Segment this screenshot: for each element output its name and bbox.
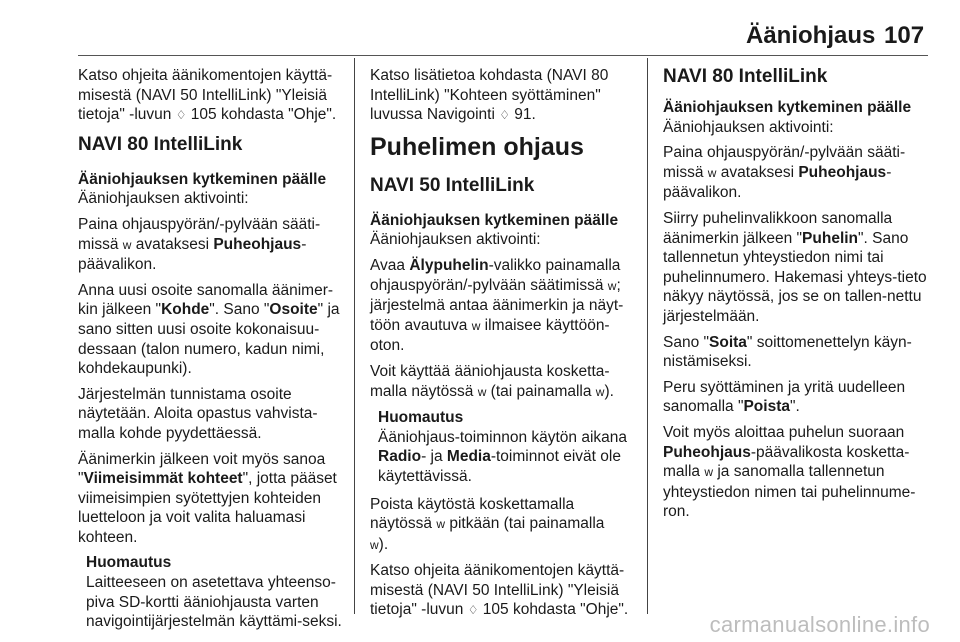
- paragraph-system-address: Järjestelmän tunnistama osoite näytetään. Aloita opastus vahvista-malla kohde pyydettäessä.: [78, 385, 318, 442]
- paragraph-voice-commands-ref: Katso ohjeita äänikomentojen käyttä-misestä (NAVI 50 IntelliLink) "Yleisiä tietoja" -luvun ♢ 105 kohdasta "Ohje".: [370, 561, 640, 621]
- column-divider-2: [647, 58, 648, 614]
- note-text: Ääniohjaus-toiminnon käytön aikana Radio- ja Media-toiminnot eivät ole käytettävissä.: [378, 428, 628, 485]
- paragraph-direct-call: Voit myös aloittaa puhelun suoraan Puheohjaus-päävalikosta kosketta-malla ᴡ ja sanomalla tallennetun yhteystiedon nimen tai puhelinnume-ron.: [663, 423, 916, 521]
- voice-control-icon: ᴡ: [607, 278, 617, 293]
- column-3: [663, 66, 933, 528]
- paragraph-say-destination: Anna uusi osoite sanomalla äänimer-kin jälkeen "Kohde". Sano "Osoite" ja sano sitten uusi osoite kokonaisuu-dessaan (talon numero, kadun nimi, kohdekaupunki).: [78, 281, 340, 378]
- paragraph-activate: Ääniohjauksen aktivointi:: [370, 231, 541, 249]
- page-reference-icon[interactable]: ♢: [499, 108, 510, 123]
- paragraph-use-voice: Voit käyttää ääniohjausta kosketta-malla näytössä ᴡ (tai painamalla ᴡ).: [370, 362, 640, 402]
- header-divider: [78, 55, 928, 56]
- note-box: [86, 553, 346, 631]
- heading-voice-activate: Ääniohjauksen kytkeminen päälle: [370, 211, 619, 229]
- column-2: [370, 66, 640, 627]
- paragraph-press-button: Paina ohjauspyörän/-pylvään sääti-missä ᴡ avataksesi Puheohjaus-päävalikon.: [663, 144, 906, 202]
- paragraph-phone-menu: Siirry puhelinvalikkoon sanomalla äänimerkin jälkeen "Puhelin". Sano tallennetun yhteystiedon nimi tai puhelinnumero. Hakemasi yhteys-tieto näkyy näytössä, jos se on tallen-nettu järjestelmään.: [663, 209, 927, 325]
- paragraph-call: Sano "Soita" soittomenettelyn käyn-nistämiseksi.: [663, 333, 912, 371]
- paragraph-open-smartphone: Avaa Älypuhelin-valikko painamalla ohjauspyörän/-pylvään säätimissä ᴡ; järjestelmä antaa äänimerkin ja näyt-töön avautuva ᴡ ilmaisee käyttöön-oton.: [370, 256, 624, 355]
- heading-phone-control: Puhelimen ohjaus: [370, 132, 584, 161]
- voice-control-icon: ᴡ: [707, 165, 717, 180]
- paragraph-voice-commands-ref: Katso ohjeita äänikomentojen käyttä-misestä (NAVI 50 IntelliLink) "Yleisiä tietoja" -luvun ♢ 105 kohdasta "Ohje".: [78, 66, 346, 126]
- voice-control-icon: ᴡ: [370, 537, 379, 552]
- page-reference-icon[interactable]: ♢: [175, 108, 187, 123]
- paragraph-deactivate: Poista käytöstä koskettamalla näytössä ᴡ pitkään (tai painamalla ᴡ).: [370, 495, 640, 556]
- voice-control-icon: ᴡ: [477, 384, 487, 399]
- paragraph-press-button: Paina ohjauspyörän/-pylvään sääti-missä ᴡ avataksesi Puheohjaus-päävalikon.: [78, 215, 321, 274]
- voice-control-icon: ᴡ: [704, 465, 714, 480]
- heading-voice-activate: Ääniohjauksen kytkeminen päälle: [78, 170, 327, 188]
- voice-control-icon: ᴡ: [122, 237, 132, 252]
- voice-control-icon: ᴡ: [595, 384, 605, 399]
- note-box: [378, 408, 640, 486]
- paragraph-destination-ref: Katso lisätietoa kohdasta (NAVI 80 IntelliLink) "Kohteen syöttäminen" luvussa Navigointi ♢ 91.: [370, 66, 640, 126]
- heading-voice-activate: Ääniohjauksen kytkeminen päälle: [663, 99, 912, 116]
- column-1: [78, 66, 346, 640]
- note-text: Laitteeseen on asetettava yhteenso-piva SD-kortti ääniohjausta varten navigointijärjestelmän käyttämi-seksi.: [86, 574, 342, 631]
- page-header-title: Ääniohjaus: [746, 22, 876, 49]
- page-number: 107: [884, 22, 925, 49]
- paragraph-cancel: Peru syöttäminen ja yritä uudelleen sanomalla "Poista".: [663, 378, 906, 416]
- page-reference-icon[interactable]: ♢: [467, 603, 479, 618]
- heading-navi50: NAVI 50 IntelliLink: [370, 174, 535, 196]
- watermark: carmanualsonline.info: [709, 612, 930, 637]
- note-title: Huomautus: [378, 409, 464, 427]
- voice-control-icon: ᴡ: [436, 517, 446, 532]
- note-title: Huomautus: [86, 554, 172, 572]
- paragraph-activate: Ääniohjauksen aktivointi:: [78, 190, 249, 208]
- heading-navi80: NAVI 80 IntelliLink: [663, 66, 828, 87]
- column-divider-1: [354, 58, 355, 614]
- paragraph-activate: Ääniohjauksen aktivointi:: [663, 118, 834, 136]
- heading-navi80: NAVI 80 IntelliLink: [78, 133, 243, 155]
- voice-control-icon: ᴡ: [471, 318, 481, 333]
- paragraph-recent-destinations: Äänimerkin jälkeen voit myös sanoa "Viimeisimmät kohteet", jotta pääset viimeisimpien syötettyjen kohteiden luetteloon ja voit valita haluamasi kohteen.: [78, 450, 337, 546]
